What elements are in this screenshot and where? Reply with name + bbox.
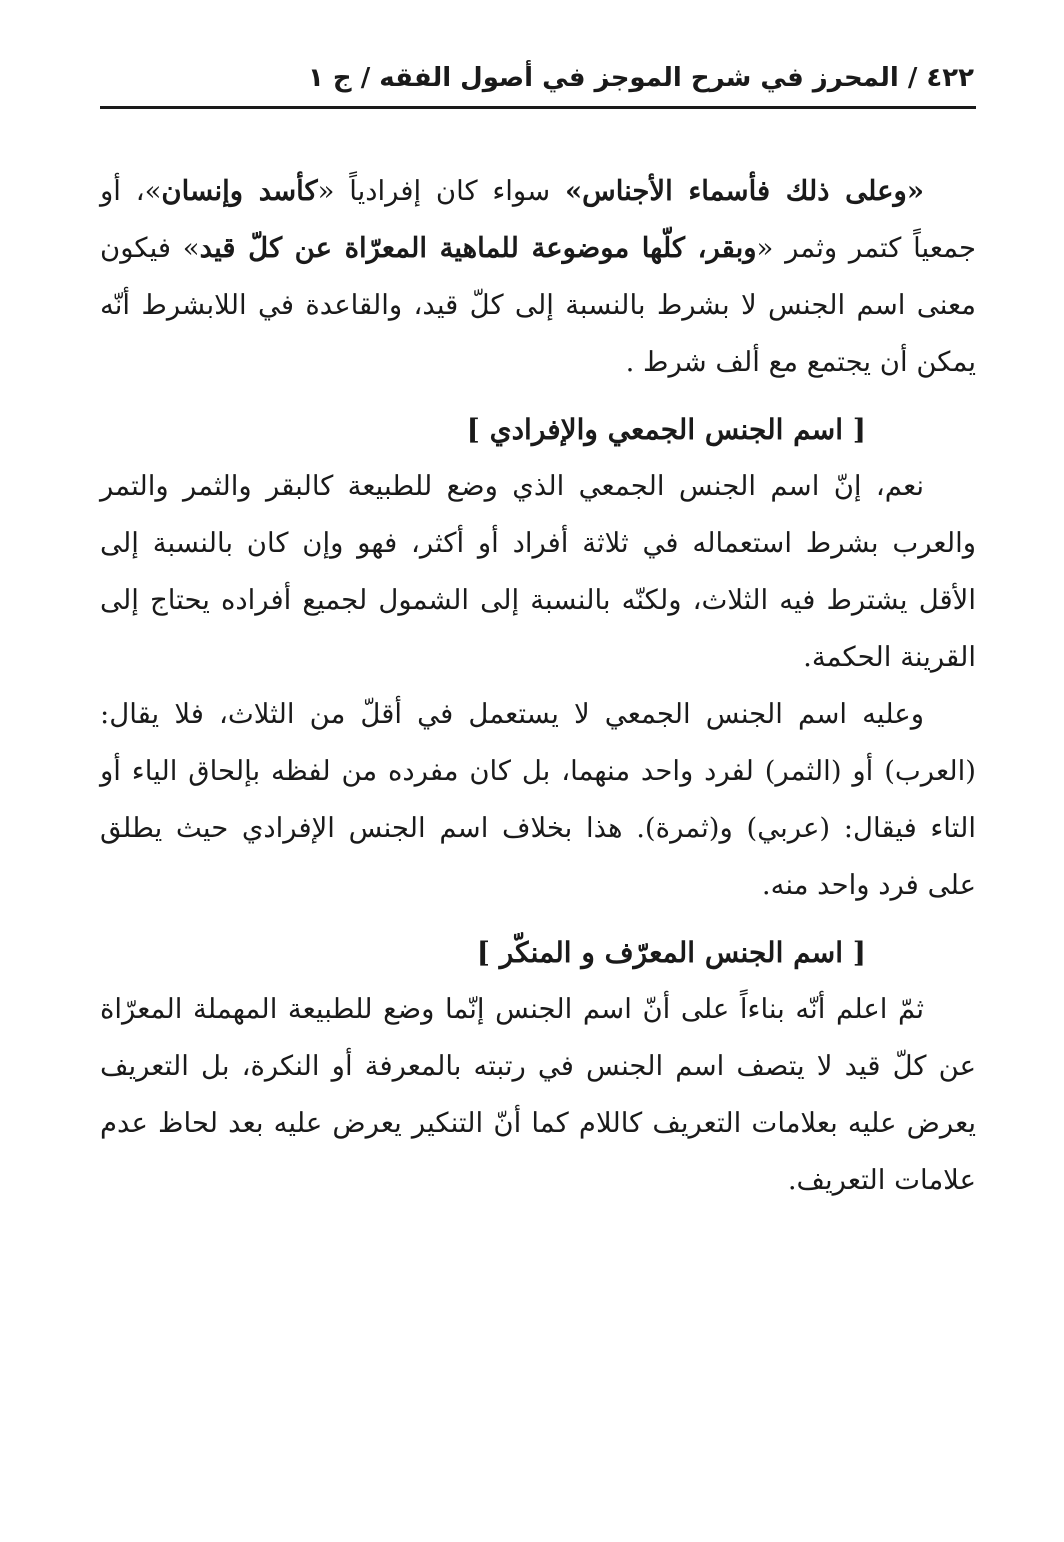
section-heading-muarraf-munakkar: [ اسم الجنس المعرّف و المنكّر ] — [476, 936, 866, 969]
page-body — [100, 163, 976, 1209]
paragraph-thumma-iʿlam: ثمّ اعلم أنّه بناءاً على أنّ اسم الجنس إنّما وضع للطبيعة المهملة المعرّاة عن كلّ قيد لا يتصف اسم الجنس في رتبته بالمعرفة أو النكرة، بل التعريف يعرض عليه بعلامات التعريف كاللام كما أنّ التنكير يعرض عليه بعد لحاظ عدم علامات التعريف. — [100, 993, 976, 1196]
paragraph-asma-al-ajnas — [100, 163, 976, 391]
running-header: ٤٢٢ / المحرز في شرح الموجز في أصول الفقه / ج ١ — [308, 63, 974, 93]
section-heading-jamii-ifradi: [ اسم الجنس الجمعي والإفرادي ] — [466, 413, 866, 446]
text-fayakun: » فيكون معنى اسم الجنس لا بشرط بالنسبة إلى كلّ قيد، والقاعدة في اللابشرط أنّه يمكن أن يجتمع مع ألف شرط . — [100, 232, 976, 378]
text-jamiyyan: »، أو جمعياً كتمر وثمر « — [100, 175, 976, 264]
header-rule — [100, 106, 976, 109]
paragraph-wa-alayh: وعليه اسم الجنس الجمعي لا يستعمل في أقلّ من الثلاث، فلا يقال: (العرب) أو (الثمر) لفرد واحد منهما، بل كان مفرده من لفظه بإلحاق الياء أو التاء فيقال: (عربي) و(ثمرة). هذا بخلاف اسم الجنس الإفرادي حيث يطلق على فرد واحد منه. — [100, 698, 976, 901]
bold-phrase-asad-insan: كأسد وإنسان — [161, 175, 318, 207]
bold-phrase-baqar: وبقر، كلّها موضوعة للماهية المعرّاة عن كلّ قيد — [199, 232, 757, 264]
bold-phrase-asma-al-ajnas: «وعلى ذلك فأسماء الأجناس» — [564, 175, 925, 207]
paragraph-naam: نعم، إنّ اسم الجنس الجمعي الذي وضع للطبيعة كالبقر والثمر والتمر والعرب بشرط استعماله في ثلاثة أفراد أو أكثر، فهو وإن كان بالنسبة إلى الأقل يشترط فيه الثلاث، ولكنّه بالنسبة إلى الشمول لجميع أفراده يحتاج إلى القرينة الحكمة. — [100, 470, 976, 673]
text-sawaa-kana: سواء كان إفرادياً « — [317, 175, 565, 207]
book-page — [100, 52, 976, 1209]
